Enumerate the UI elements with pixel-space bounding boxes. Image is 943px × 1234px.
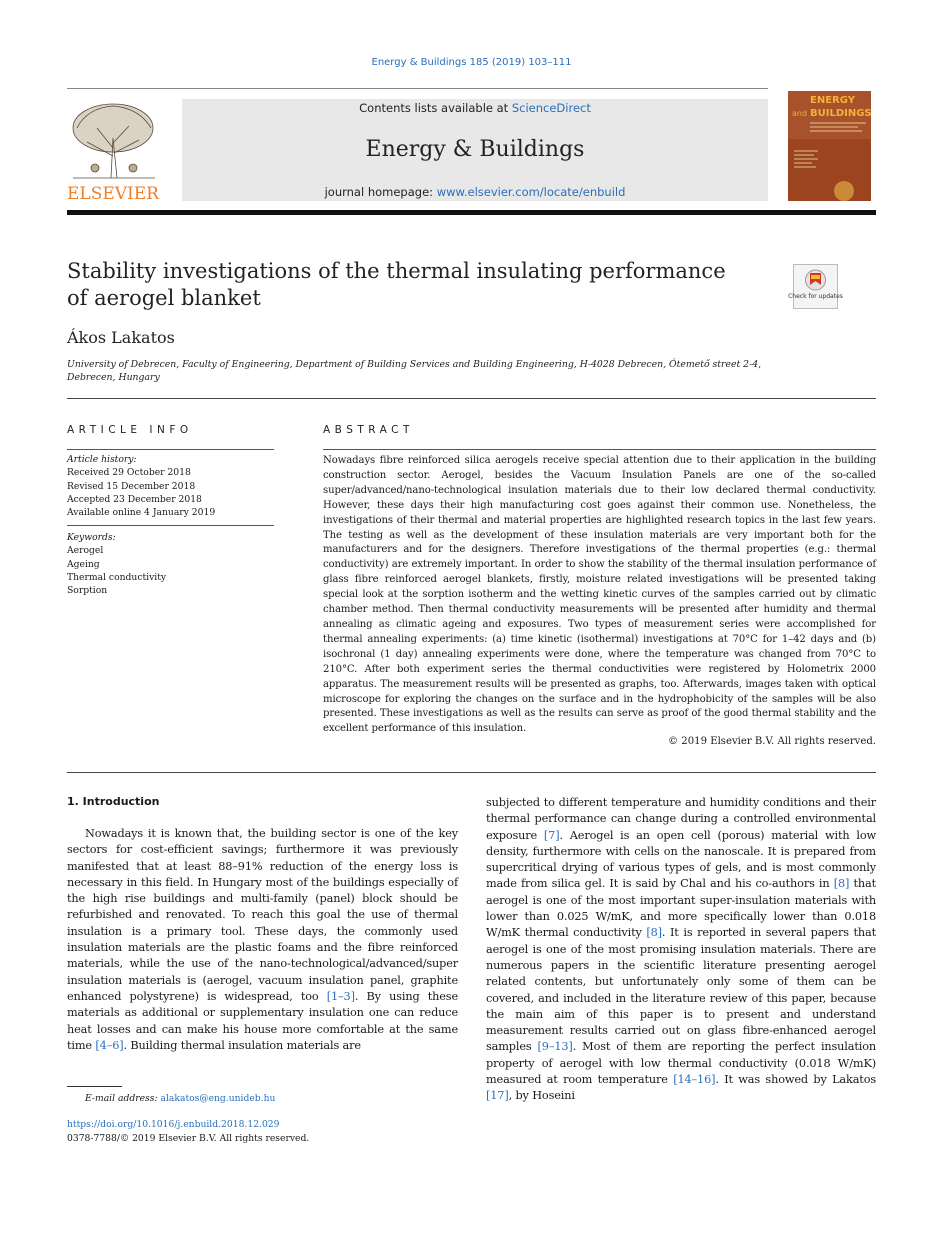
citation-link[interactable]: [7] — [543, 828, 560, 842]
section-rule — [67, 772, 876, 773]
abstract-heading: ABSTRACT — [323, 424, 414, 436]
author-affiliation: University of Debrecen, Faculty of Engineering, Department of Building Services and Building Engineering, H-4028 Debrecen, Ótemető street 2-4, Debrecen, Hungary — [67, 359, 762, 383]
citation-link[interactable]: [8] — [646, 926, 662, 940]
body-text: subjected to different temperature and humidity conditions and their thermal performance can change during a controlled environmental exposure — [486, 796, 876, 842]
keyword: Ageing — [67, 558, 100, 570]
body-text: . It was showed by Lakatos — [715, 1073, 876, 1087]
revised-date: Revised 15 December 2018 — [67, 480, 196, 492]
article-info-rule — [67, 449, 274, 450]
citation-link[interactable]: [8] — [833, 877, 850, 891]
crossmark-icon — [788, 265, 843, 308]
body-text: Nowadays it is known that, the building sector is one of the key sectors for cost-efficient savings; furthermore it was previously manifested that at least 88–91% reduction of the energy loss is necessary in this field. In Hungary most of the buildings especially of the high rise buildings and multi-family (panel) block should be refurbished and renovated. To reach this goal the use of thermal insulation is a primary tool. These days, the commonly used insulation materials are the plastic foams and the fibre reinforced materials, while the use of the nano-technological/advanced/super insulation materials is (aerogel, vacuum insulation panel, graphite enhanced polystyrene) is widespread, too — [67, 827, 458, 1003]
keyword: Sorption — [67, 585, 108, 597]
check-for-updates-button[interactable] — [788, 264, 843, 309]
body-column-right — [486, 795, 876, 1105]
keywords-label: Keywords: — [67, 532, 116, 543]
cover-title-1: ENERGY — [810, 95, 855, 106]
doi-link[interactable]: https://doi.org/10.1016/j.enbuild.2018.12.029 — [67, 1119, 280, 1130]
citation-link[interactable]: [17] — [486, 1089, 509, 1103]
paragraph — [67, 826, 458, 1054]
cover-title-2: and — [792, 109, 808, 118]
author-name: Ákos Lakatos — [67, 328, 175, 347]
article-title: Stability investigations of the thermal insulating performance of aerogel blanket — [67, 259, 726, 310]
article-history — [67, 453, 274, 519]
contents-prefix: Contents lists available at — [359, 101, 512, 115]
abstract-rule — [323, 449, 876, 450]
paragraph — [486, 795, 876, 1105]
body-text: , by Hoseini — [508, 1089, 575, 1103]
journal-title: Energy & Buildings — [365, 137, 585, 162]
elsevier-logo — [67, 98, 160, 202]
elsevier-wordmark: ELSEVIER — [67, 184, 159, 204]
online-date: Available online 4 January 2019 — [67, 507, 216, 519]
cover-title-3: BUILDINGS — [810, 108, 872, 119]
body-text: that aerogel is one of the most important super-insulation materials with lower than 0.025 W/mK, and more specifically lower than 0.018 W/mK thermal conductivity — [486, 877, 876, 940]
header-bottom-rule — [67, 210, 876, 215]
body-text: . Building thermal insulation materials are — [123, 1038, 361, 1052]
keywords-rule — [67, 525, 274, 526]
journal-reference-link[interactable]: Energy & Buildings 185 (2019) 103–111 — [371, 57, 572, 68]
abstract-text: Nowadays fibre reinforced silica aerogels receive special attention due to their application in the building construction sector. Aerogel, besides the Vacuum Insulation Panels are one of the so-called super/advanced/nano-technological insulation materials due to their low declared thermal conductivity. However, these days their high manufacturing cost goes against their common use. Nonetheless, the investigations of their thermal and material properties are highlighted research topics in the last few years. The testing as well as the development of these insulation materials are very important both for the manufacturers and for the designers. Therefore investigations of the thermal properties (e.g.: thermal conductivity) are extremely important. In order to show the stability of the thermal insulation performance of glass fibre reinforced aerogel blankets, firstly, moisture related investigations will be presented taking special look at the sorption isotherm and the wetting kinetic curves of the samples carried out by climatic chamber method. Then thermal conductivity measurements will be presented after humidity and thermal annealing as climatic ageing and exposures. Two types of measurement series were accomplished for thermal annealing experiments: (a) time kinetic (isothermal) investigations at 70°C for 1–42 days and (b) isochronal (1 day) annealing experiments were done, where the temperature was changed from 70°C to 210°C. After both experiment series the thermal conductivities were registered by Holometrix 2000 apparatus. The measurement results will be presented as graphs, too. Afterwards, images taken with optical microscope for exploring the changes on the surface and in the hydrophobicity of the samples will be also presented. These investigations as well as the results can serve as proof of the good thermal stability and the excellent performance of this insulation. — [323, 455, 876, 735]
body-text: . Aerogel is an open cell (porous) material with low density, furthermore with cells on the nanoscale. It is prepared from supercritical drying of various types of gels, and is most commonly made from silica gel. It is said by Chal and his co-authors in — [486, 828, 876, 891]
accepted-date: Accepted 23 December 2018 — [67, 493, 202, 505]
article-info-heading: ARTICLE INFO — [67, 424, 193, 436]
corresponding-email-footnote — [85, 1093, 275, 1104]
contents-line — [182, 101, 768, 115]
body-text: . By using these materials as additional or supplementary insulation one can reduce heat losses and can make his house more comfortable at the same time — [67, 989, 458, 1052]
crossmark-label: Check for updates — [788, 293, 843, 300]
body-column-left — [67, 826, 458, 1054]
citation-link[interactable]: [9–13] — [537, 1040, 573, 1054]
abstract-copyright: © 2019 Elsevier B.V. All rights reserved. — [668, 736, 876, 747]
body-text: . It is reported in several papers that aerogel is one of the most promising insulation materials. There are numerous papers in the scientific literature presenting aerogel related contents, but unfortunately only some of them can be covered, and included in the literature review of this paper, because the main aim of this paper is to present and understand measurement results carried out on glass fibre-enhanced aerogel samples — [486, 926, 876, 1054]
header-top-rule — [67, 88, 768, 89]
issn-copyright: 0378-7788/© 2019 Elsevier B.V. All rights reserved. — [67, 1133, 310, 1144]
received-date: Received 29 October 2018 — [67, 467, 191, 479]
elsevier-tree-icon — [67, 98, 160, 202]
citation-link[interactable]: [1–3] — [326, 989, 355, 1003]
author-email-link[interactable]: alakatos@eng.unideb.hu — [160, 1093, 276, 1104]
keywords-list — [67, 531, 274, 597]
section-rule — [67, 398, 876, 399]
keyword: Aerogel — [67, 545, 104, 557]
citation-link[interactable]: [14–16] — [673, 1073, 716, 1087]
citation-link[interactable]: [4–6] — [95, 1038, 124, 1052]
history-label: Article history: — [67, 454, 137, 465]
sciencedirect-link[interactable]: ScienceDirect — [511, 101, 591, 115]
journal-homepage-link[interactable]: www.elsevier.com/locate/enbuild — [436, 185, 626, 199]
footnote-rule — [67, 1086, 122, 1087]
keyword: Thermal conductivity — [67, 571, 167, 583]
journal-cover-image — [788, 91, 871, 201]
email-label: E-mail address: — [85, 1093, 158, 1104]
body-text: . Most of them are reporting the perfect insulation property of aerogel with low thermal conductivity (0.018 W/mK) measured at room temperature — [486, 1040, 876, 1087]
introduction-heading: 1. Introduction — [67, 795, 160, 808]
homepage-prefix: journal homepage: — [324, 185, 437, 199]
homepage-line — [182, 185, 768, 199]
